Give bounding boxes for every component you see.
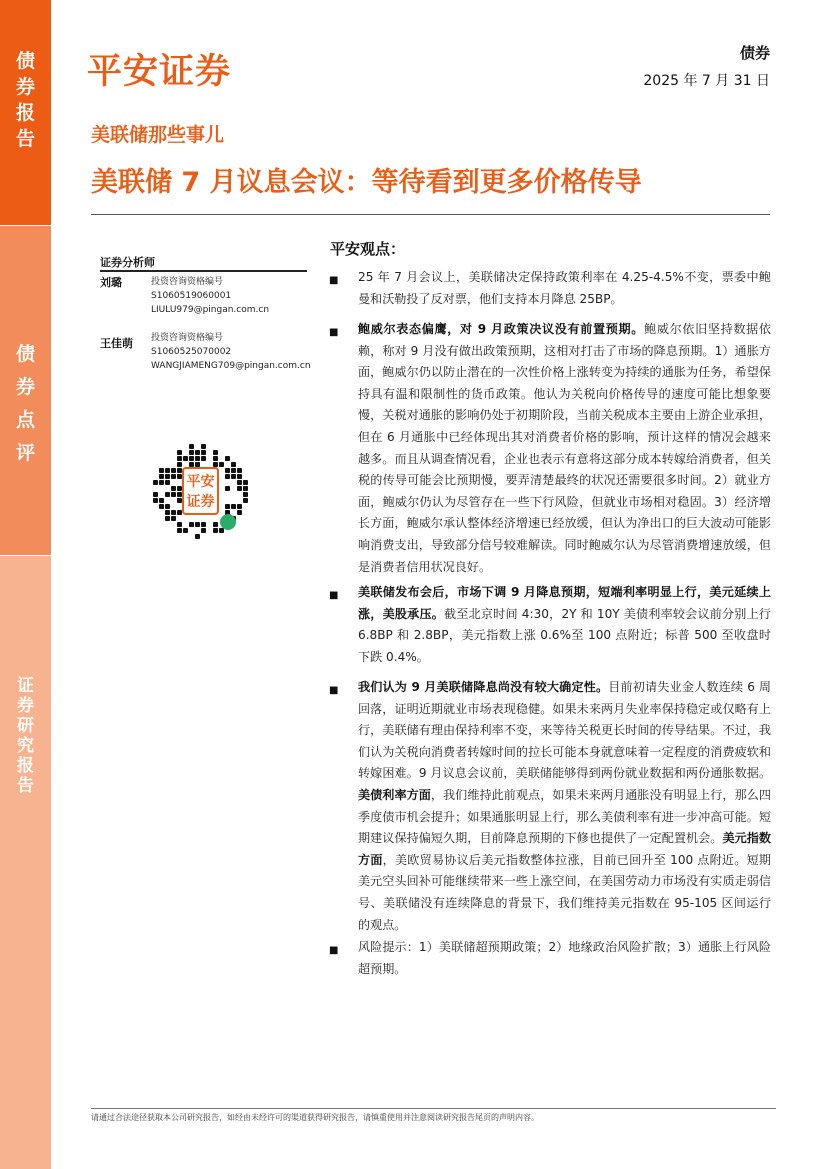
qr-module [165, 504, 170, 509]
qr-module [171, 510, 176, 515]
qr-module [195, 450, 200, 455]
report-title: 美联储 7 月议息会议：等待看到更多价格传导 [91, 167, 642, 198]
qr-module [231, 504, 236, 509]
viewpoint-text: 目前初请失业金人数连续 6 周回落，证明近期就业市场表现稳健。如果未来两月失业率保持稳定或仅略有上行，美联储有理由保持利率不变，来等待关税更长时间的传导结果。不过，我们认为关税向消费者转嫁时间的拉长可能本身就意味着一定程度的消费疲软和转嫁困难。9 月议息会议前，美联储能够得到两份就业数据和两份通胀数据。 [358, 680, 771, 781]
doc-date: 2025 年 7 月 31 日 [643, 73, 770, 89]
qr-module [201, 522, 206, 527]
qr-module [159, 504, 164, 509]
viewpoint-paragraph [358, 267, 771, 310]
side-tab-research [0, 556, 51, 1169]
qr-module [189, 456, 194, 461]
qr-module [195, 456, 200, 461]
qr-module [165, 516, 170, 521]
qr-module [195, 534, 200, 539]
viewpoint-text: ，美欧贸易协议后美元指数整体拉涨，目前已回升至 100 点附近。短期美元空头回补可能继续带来一些上涨空间，在美国劳动力市场没有实质走弱信号、美联储没有连续降息的背景下，我们维持美元指数在 95-105 区间运行的观点。 [358, 852, 771, 932]
qr-module [231, 468, 236, 473]
qr-module [237, 468, 242, 473]
qr-code[interactable] [152, 443, 249, 540]
qr-module [237, 474, 242, 479]
analyst-cert-label: 投资咨询资格编号 [151, 277, 224, 287]
qr-module [165, 468, 170, 473]
qr-module [171, 516, 176, 521]
qr-module [225, 486, 230, 491]
bullet-icon: ■ [329, 327, 339, 338]
qr-module [237, 510, 242, 515]
qr-module [243, 498, 248, 503]
side-tab-label: 证券研究报告 [17, 676, 34, 796]
analyst-card [100, 274, 320, 318]
qr-module [159, 468, 164, 473]
qr-module [159, 474, 164, 479]
qr-module [201, 444, 206, 449]
qr-module [165, 474, 170, 479]
qr-module [201, 450, 206, 455]
qr-module [177, 462, 182, 467]
title-divider [91, 214, 770, 215]
analyst-name: 王佳萌 [100, 337, 133, 350]
bullet-icon: ■ [329, 945, 339, 956]
qr-module [189, 450, 194, 455]
analyst-cert-label: 投资咨询资格编号 [151, 333, 224, 343]
viewpoint-text: 风险提示：1）美联储超预期政策；2）地缘政治风险扩散；3）通胀上行风险超预期。 [358, 940, 771, 976]
analyst-email[interactable]: WANGJIAMENG709@pingan.com.cn [151, 361, 311, 371]
qr-module [153, 480, 158, 485]
qr-module [213, 522, 218, 527]
viewpoint-text: ，我们维持此前观点，如果未来两月通胀没有明显上行，那么四季度债市机会提升；如果通胀明显上行，那么美债利率有进一步冲高可能。短期建议保持偏短久期，目前降息预期的下修也提供了一定配置机会。 [358, 787, 771, 846]
viewpoint-text: 截至北京时间 4:30，2Y 和 10Y 美债利率较会议前分别上行 6.8BP 和 2.8BP，美元指数上涨 0.6%至 100 点附近；标普 500 至收盘时下跌 0.4%。 [358, 606, 771, 664]
qr-module [237, 480, 242, 485]
viewpoint-paragraph [358, 582, 771, 668]
viewpoint-lead: 鲍威尔表态偏鹰，对 9 月政策决议没有前置预期。 [358, 322, 645, 336]
qr-module [153, 498, 158, 503]
qr-module [165, 492, 170, 497]
qr-module [243, 486, 248, 491]
qr-module [213, 450, 218, 455]
qr-module [213, 528, 218, 533]
viewpoint-lead: 我们认为 9 月美联储降息尚没有较大确定性。 [358, 680, 609, 694]
qr-module [225, 468, 230, 473]
qr-module [201, 528, 206, 533]
side-tab-category [0, 226, 51, 555]
qr-module [237, 504, 242, 509]
viewpoint-text: 鲍威尔依旧坚持数据依赖，称对 9 月没有做出政策预期，这相对打击了市场的降息预期。1）通胀方面，鲍威尔仍以防止潜在的一次性价格上涨转变为持续的通胀为任务，希望保持具有温和限制性的货币政策。他认为关税向价格传导的速度可能比想象要慢，关税对通胀的影响仍处于初期阶段，当前关税成本主要由上游企业承担，但在 6 月通胀中已经体现出其对消费者价格的影响，预计这样的情况会越来越多。而且从调查情况看，企业也表示有意将这部分成本转嫁给消费者，但关税的传导可能会比预期慢，要弄清楚最终的状况还需要很多时间。2）就业方面，鲍威尔仍认为尽管存在一些下行风险，但就业市场相对稳固。3）经济增长方面，鲍威尔承认整体经济增速已经放缓，但认为净出口的巨大波动可能影响消费支出，导致部分信号较难解读。同时鲍威尔认为尽管消费增速放缓，但是消费者信用状况良好。 [358, 322, 771, 574]
qr-module [189, 522, 194, 527]
analyst-email[interactable]: LIULU979@pingan.com.cn [151, 305, 270, 315]
viewpoint-paragraph [358, 319, 771, 578]
footer-disclaimer: 请通过合法途径获取本公司研究报告，如经由未经许可的渠道获得研究报告，请慎重使用并注意阅读研究报告尾页的声明内容。 [91, 1113, 539, 1122]
qr-module [243, 492, 248, 497]
qr-module [171, 486, 176, 491]
qr-module [177, 522, 182, 527]
qr-module [225, 504, 230, 509]
analyst-card [100, 330, 320, 374]
qr-module [231, 474, 236, 479]
qr-module [159, 498, 164, 503]
viewpoint-paragraph [358, 677, 771, 936]
bullet-icon: ■ [329, 590, 339, 601]
viewpoint-lead: 美联储发布会后，市场下调 9 月降息预期，短端利率明显上行，美元延续上涨，美股承压。 [358, 585, 771, 621]
mini-program-icon [220, 514, 236, 530]
qr-module [165, 480, 170, 485]
qr-module [177, 450, 182, 455]
viewpoint-subhead: 美债利率方面 [358, 787, 431, 802]
qr-module [219, 462, 224, 467]
qr-module [243, 480, 248, 485]
viewpoint-heading: 平安观点： [330, 240, 406, 258]
side-tab-label: 债券点评 [15, 343, 35, 464]
analysts-divider [100, 270, 307, 272]
qr-module [225, 474, 230, 479]
bullet-icon: ■ [329, 275, 339, 286]
qr-logo-stamp [182, 467, 219, 515]
qr-module [153, 492, 158, 497]
series-name: 美联储那些事儿 [91, 124, 225, 146]
qr-module [171, 468, 176, 473]
qr-module [177, 456, 182, 461]
analyst-cert-no: S1060525070002 [151, 347, 232, 357]
qr-module [183, 528, 188, 533]
qr-stamp-text: 平安证券 [186, 474, 215, 510]
qr-module [201, 456, 206, 461]
analyst-name: 刘璐 [100, 276, 122, 289]
viewpoint-paragraph [358, 937, 771, 980]
doc-type: 债券 [739, 44, 770, 62]
analysts-heading: 证券分析师 [100, 256, 155, 269]
analyst-cert-no: S1060519060001 [151, 291, 232, 301]
qr-module [165, 510, 170, 515]
qr-module [195, 522, 200, 527]
qr-module [171, 492, 176, 497]
qr-module [213, 456, 218, 461]
qr-module [171, 474, 176, 479]
qr-module [237, 486, 242, 491]
qr-module [231, 462, 236, 467]
qr-module [225, 456, 230, 461]
qr-module [177, 528, 182, 533]
qr-module [183, 456, 188, 461]
viewpoint-text: 25 年 7 月会议上，美联储决定保持政策利率在 4.25-4.5%不变，票委中鲍曼和沃勒投了反对票，他们支持本月降息 25BP。 [358, 270, 771, 306]
company-logo: 平安证券 [87, 52, 232, 92]
footer-divider [91, 1108, 776, 1109]
viewpoint-subhead: 美元指数方面 [358, 831, 771, 867]
side-tab-label: 债券报告 [15, 50, 35, 150]
bullet-icon: ■ [329, 685, 339, 696]
side-tab-report-type [0, 0, 51, 225]
qr-module [159, 480, 164, 485]
qr-module [189, 444, 194, 449]
